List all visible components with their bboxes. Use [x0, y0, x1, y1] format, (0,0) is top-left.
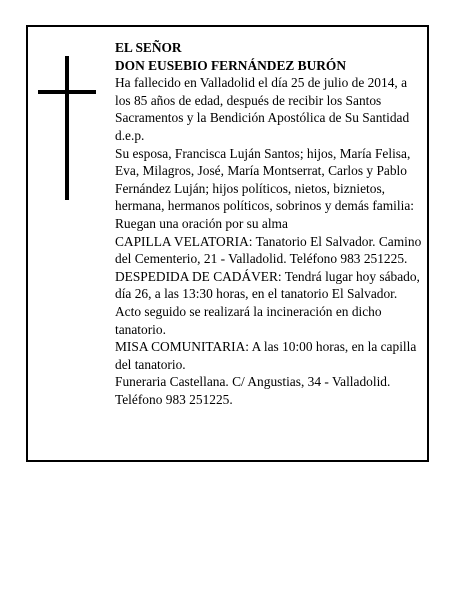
family-list: Su esposa, Francisca Luján Santos; hijos, María Felisa, Eva, Milagros, José, María Montserrat, Carlos y Pablo Fernández Luján; hijos políticos, nietos, biznietos, hermana, hermanos políticos, sobrinos y demás familia:	[115, 145, 414, 214]
cross-horizontal-bar	[38, 90, 96, 94]
death-announcement: Ha fallecido en Valladolid el día 25 de julio de 2014, a los 85 años de edad, después de recibir los Santos Sacramentos y la Bendición Apostólica de Su Santidad d.e.p.	[115, 75, 410, 143]
farewell-info: DESPEDIDA DE CADÁVER: Tendrá lugar hoy sábado, día 26, a las 13:30 horas, en el tanatorio El Salvador. Acto seguido se realizará la incineración en dicho tanatorio.	[115, 268, 420, 337]
mass-info: MISA COMUNITARIA: A las 10:00 horas, en la capilla del tanatorio.	[115, 339, 417, 372]
prayer-request: Ruegan una oración por su alma	[115, 215, 288, 231]
cross-vertical-bar	[65, 56, 69, 200]
notice-text	[115, 39, 423, 408]
wake-chapel-info: CAPILLA VELATORIA: Tanatorio El Salvador. Camino del Cementerio, 21 - Valladolid. Teléfono 983 251225.	[115, 233, 422, 267]
deceased-name: DON EUSEBIO FERNÁNDEZ BURÓN	[115, 57, 347, 73]
funeral-home-info: Funeraria Castellana. C/ Angustias, 34 - Valladolid. Teléfono 983 251225.	[115, 374, 391, 407]
obituary-notice	[26, 25, 429, 462]
latin-cross-icon	[38, 56, 96, 200]
notice-title: EL SEÑOR	[115, 40, 182, 55]
